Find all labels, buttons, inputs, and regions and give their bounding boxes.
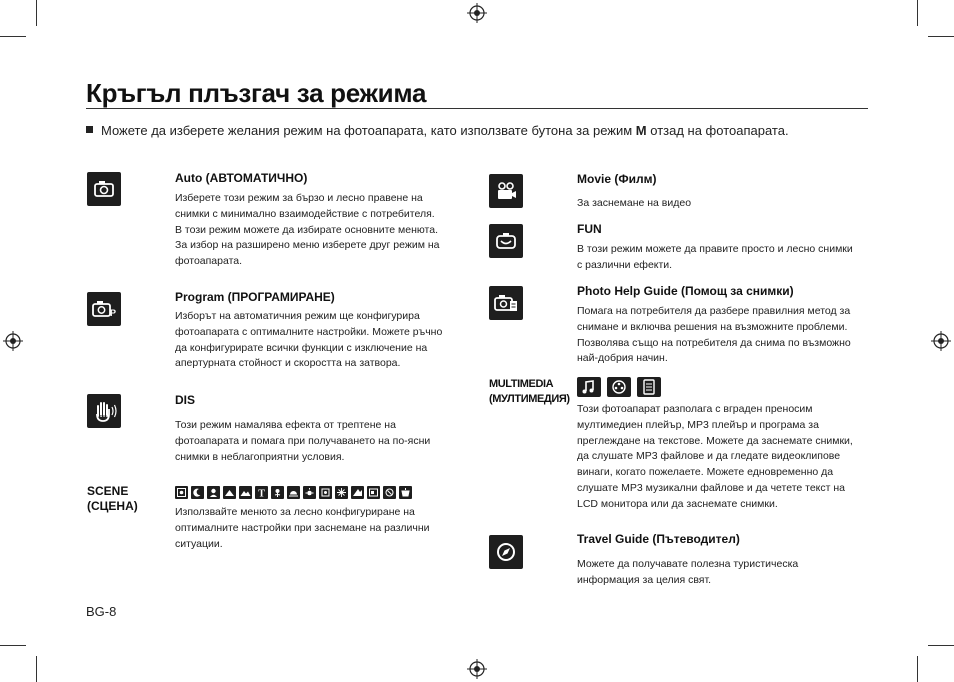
- music-note-icon: [577, 377, 601, 397]
- bullet-square-icon: [86, 126, 93, 133]
- svg-text:P: P: [110, 308, 117, 318]
- fun-description: [577, 242, 853, 274]
- movie-camera-icon: [489, 174, 523, 208]
- scene-landscape-icon: [239, 486, 252, 499]
- program-heading: Program (ПРОГРАМИРАНЕ): [175, 290, 335, 304]
- scene-selfshot-icon: [367, 486, 380, 499]
- photo-help-description: [577, 304, 851, 367]
- scene-closeup-icon: [271, 486, 284, 499]
- program-description: [175, 309, 442, 372]
- text-line: ситуации.: [175, 537, 223, 550]
- scene-portrait-icon: [207, 486, 220, 499]
- page-title: Кръгъл плъзгач за режима: [86, 78, 427, 108]
- photo-help-icon: [489, 286, 523, 320]
- text-line: слушате MP3 музикални файлове и да четете текст на: [577, 481, 846, 494]
- text-line: мултимедиен плейър, MP3 плейър и програма за: [577, 418, 819, 431]
- text-line: оптималните настройки при заснемане на различни: [175, 521, 430, 534]
- mode-button-key: M: [635, 123, 647, 138]
- registration-mark-icon: [467, 3, 487, 23]
- travel-heading: Travel Guide (Пътеводител): [577, 532, 740, 546]
- multimedia-description: [577, 402, 853, 513]
- scene-backlight-icon: [319, 486, 332, 499]
- text-line: Изберете този режим за бързо и лесно правене на: [175, 192, 423, 204]
- text-line: За заснемане на видео: [577, 197, 692, 209]
- text-line: LCD монитора или да заснемате снимки.: [577, 497, 778, 510]
- camera-auto-icon: [87, 172, 121, 206]
- scene-children-icon: [223, 486, 236, 499]
- crop-mark: [928, 36, 954, 37]
- scene-night-icon: [191, 486, 204, 499]
- scene-beach-icon: [351, 486, 364, 499]
- title-rule: [86, 108, 868, 109]
- fun-face-icon: [489, 224, 523, 258]
- registration-mark-icon: [931, 331, 951, 351]
- dis-description: [175, 418, 430, 465]
- film-reel-icon: [607, 377, 631, 397]
- dis-heading: DIS: [175, 393, 196, 407]
- registration-mark-icon: [3, 331, 23, 351]
- text-line: Този фотоапарат разполага с вграден преносим: [577, 403, 813, 415]
- text-line: Помага на потребителя да разбере правилния метод за: [577, 305, 851, 317]
- text-line: В този режим можете да избирате основните менюта.: [175, 223, 439, 236]
- registration-mark-icon: [467, 659, 487, 679]
- crop-mark: [928, 645, 954, 646]
- intro-paragraph: [86, 123, 789, 138]
- text-line: най-добрия начин.: [577, 352, 668, 365]
- multimedia-label: [489, 377, 570, 407]
- text-line: Използвайте менюто за лесно конфигуриране на: [175, 506, 415, 518]
- text-line: снимане и включва решения на възможните проблеми.: [577, 320, 848, 333]
- text-line: да слушате MP3 файлове и да гледате видеоклипове: [577, 450, 841, 463]
- text-line: с различни ефекти.: [577, 258, 673, 271]
- scene-description: [175, 505, 430, 552]
- text-line: За избор на разширено меню изберете друг режим на: [175, 239, 440, 252]
- svg-text:DIS: DIS: [99, 414, 108, 419]
- text-line: снимки в неблагоприятни условия.: [175, 450, 345, 463]
- scene-label-line: SCENE: [87, 484, 129, 498]
- crop-mark: [36, 0, 37, 26]
- fun-heading: FUN: [577, 222, 602, 236]
- scene-sunset-icon: [287, 486, 300, 499]
- text-line: да конфигурирате всички функции с изключение на: [175, 341, 428, 354]
- crop-mark: [0, 645, 26, 646]
- crop-mark: [36, 656, 37, 682]
- text-line: В този режим можете да правите просто и лесно снимки: [577, 243, 853, 255]
- compass-icon: [489, 535, 523, 569]
- scene-icon-row: [175, 486, 412, 499]
- movie-description: [577, 196, 691, 212]
- scene-label-line: (СЦЕНА): [87, 499, 138, 513]
- text-line: фотоапарата с оптималните настройки. Можете ръчно: [175, 325, 443, 338]
- scene-cafe-icon: [399, 486, 412, 499]
- text-line: преглеждане на текстове. Можете да заснемате снимки,: [577, 434, 853, 447]
- movie-heading: Movie (Филм): [577, 172, 657, 186]
- scene-fireworks-icon: [335, 486, 348, 499]
- dis-hand-icon: [87, 394, 121, 428]
- text-line: винаги, когато пожелаете. Можете едновременно да: [577, 466, 834, 479]
- text-line: фотоапарата и помага при получаването на по-ясни: [175, 434, 431, 447]
- camera-program-icon: [87, 292, 121, 326]
- page-number: BG-8: [86, 604, 117, 619]
- text-line: фотоапарата.: [175, 255, 243, 268]
- scene-text-icon: [255, 486, 268, 499]
- scene-frame-icon: [175, 486, 188, 499]
- photo-help-heading: Photo Help Guide (Помощ за снимки): [577, 284, 794, 298]
- text-viewer-icon: [637, 377, 661, 397]
- auto-heading: Auto (АВТОМАТИЧНО): [175, 171, 308, 185]
- crop-mark: [0, 36, 26, 37]
- text-line: апертурната стойност и скоростта на затвора.: [175, 357, 401, 370]
- scene-label: [87, 484, 138, 514]
- travel-description: [577, 557, 798, 589]
- crop-mark: [917, 656, 918, 682]
- text-line: Позволява също на потребителя да снима по възможно: [577, 336, 851, 349]
- svg-text:T: T: [258, 488, 265, 499]
- intro-text-after: отзад на фотоапарата.: [646, 123, 789, 138]
- text-line: Можете да получавате полезна туристическа: [577, 558, 799, 570]
- crop-mark: [917, 0, 918, 26]
- auto-description: [175, 191, 440, 270]
- text-line: Този режим намалява ефекта от трептене на: [175, 419, 396, 431]
- text-line: снимки с минимално взаимодействие с потребителя.: [175, 207, 435, 220]
- text-line: информация за целия свят.: [577, 573, 712, 586]
- multimedia-label-line: MULTIMEDIA: [489, 378, 554, 390]
- text-line: Изборът на автоматичния режим ще конфигурира: [175, 310, 420, 322]
- intro-text-before: Можете да изберете желания режим на фотоапарата, като използвате бутона за режим: [101, 123, 636, 138]
- scene-food-icon: [383, 486, 396, 499]
- multimedia-label-line: (МУЛТИМЕДИЯ): [489, 393, 570, 405]
- multimedia-icon-row: [577, 377, 661, 397]
- scene-dawn-icon: [303, 486, 316, 499]
